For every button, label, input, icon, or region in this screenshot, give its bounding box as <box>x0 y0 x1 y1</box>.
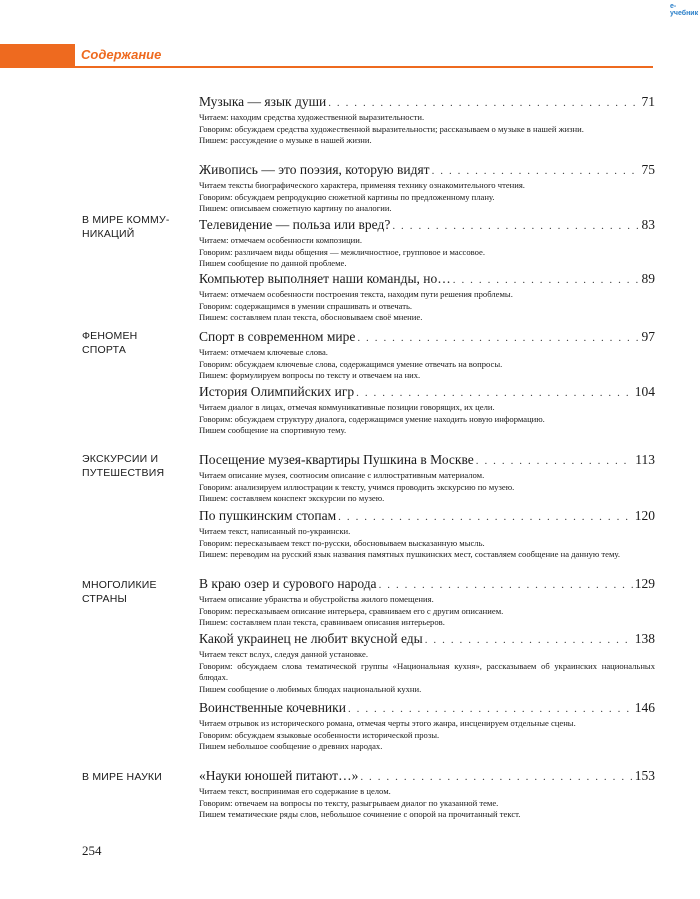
toc-entry[interactable] <box>199 768 655 821</box>
toc-entry[interactable] <box>199 94 655 147</box>
entry-description <box>199 112 655 147</box>
desc-line: Пишем: формулируем вопросы по тексту и отвечаем на них. <box>199 370 421 381</box>
entry-title[interactable]: История Олимпийских игр <box>199 384 355 399</box>
entry-page-number: 83 <box>641 217 655 232</box>
entry-title[interactable]: Музыка — язык души <box>199 94 327 109</box>
desc-line: Пишем сообщение о любимых блюдах национальной кухни. <box>199 683 422 694</box>
desc-line: Говорим: обсуждаем слова тематической группы «Национальная кухня», рассказываем об украинских национальных блюдах. <box>199 660 655 683</box>
entry-description <box>199 786 655 821</box>
desc-line: Говорим: отвечаем на вопросы по тексту, разыгрываем диалог по указанной теме. <box>199 797 499 808</box>
dot-leader <box>425 633 633 648</box>
desc-line: Пишем: описываем сюжетную картину по аналогии. <box>199 203 392 214</box>
entry-description <box>199 347 655 382</box>
section-label-sport: ФЕНОМЕН СПОРТА <box>82 330 138 356</box>
desc-line: Читаем текст вслух, следуя данной установке. <box>199 649 368 659</box>
toc-entry[interactable] <box>199 217 655 270</box>
dot-leader <box>360 770 632 785</box>
desc-line: Читаем: отмечаем особенности построения текста, находим пути решения проблемы. <box>199 289 513 299</box>
toc-entry[interactable] <box>199 162 655 215</box>
toc-entry[interactable] <box>199 631 655 695</box>
entry-title[interactable]: Спорт в современном мире <box>199 329 356 344</box>
dot-leader <box>476 454 633 469</box>
entry-title[interactable]: Живопись — это поэзия, которую видят <box>199 162 430 177</box>
desc-line: Пишем: составляем план текста, обосновываем своё мнение. <box>199 312 423 323</box>
dot-leader <box>348 702 633 717</box>
page-title: Содержание <box>81 47 162 62</box>
header-rule <box>0 66 653 68</box>
entry-page-number: 138 <box>634 631 655 646</box>
desc-line: Пишем тематические ряды слов, небольшое сочинение с опорой на прочитанный текст. <box>199 809 521 820</box>
section-label-communication: В МИРЕ КОММУ- НИКАЦИЙ <box>82 214 170 240</box>
desc-line: Читаем описание убранства и обустройства жилого помещения. <box>199 594 434 604</box>
toc-entry[interactable] <box>199 508 655 561</box>
entry-description <box>199 594 655 629</box>
entry-page-number: 146 <box>634 700 655 715</box>
entry-title[interactable]: Компьютер выполняет наши команды, но… <box>199 271 451 286</box>
page-number: 254 <box>82 843 102 858</box>
desc-line: Читаем: отмечаем ключевые слова. <box>199 347 328 357</box>
toc-entry[interactable] <box>199 452 655 505</box>
header-accent-block <box>0 44 75 68</box>
desc-line: Говорим: обсуждаем структуру диалога, содержащимся умение находить новую информацию. <box>199 413 545 424</box>
desc-line: Читаем описание музея, соотносим описание с иллюстративным материалом. <box>199 470 485 480</box>
toc-entry[interactable] <box>199 384 655 437</box>
desc-line: Пишем сообщение по данной проблеме. <box>199 258 347 269</box>
entry-page-number: 113 <box>635 452 655 467</box>
desc-line: Говорим: пересказываем описание интерьера, сравниваем его с другим описанием. <box>199 605 504 616</box>
entry-title[interactable]: Телевидение — польза или вред? <box>199 217 391 232</box>
desc-line: Читаем тексты биографического характера, применяя технику ознакомительного чтения. <box>199 180 525 190</box>
desc-line: Читаем: находим средства художественной выразительности. <box>199 112 425 122</box>
entry-title[interactable]: В краю озер и сурового народа <box>199 576 377 591</box>
dot-leader <box>357 331 639 346</box>
publisher-logo: e-учебник <box>670 3 699 17</box>
dot-leader <box>379 578 633 593</box>
desc-line: Говорим: содержащимся в умении спрашивать и отвечать. <box>199 300 413 311</box>
entry-page-number: 129 <box>634 576 655 591</box>
desc-line: Читаем текст, воспринимая его содержание в целом. <box>199 786 391 796</box>
desc-line: Говорим: обсуждаем репродукцию сюжетной картины по предложенному плану. <box>199 191 495 202</box>
entry-page-number: 120 <box>634 508 655 523</box>
entry-description <box>199 649 655 695</box>
section-label-excursions: ЭКСКУРСИИ И ПУТЕШЕСТВИЯ <box>82 453 165 479</box>
entry-page-number: 104 <box>634 384 655 399</box>
desc-line: Пишем: рассуждение о музыке в нашей жизни. <box>199 135 372 146</box>
desc-line: Говорим: анализируем иллюстрации к тексту, учимся проводить экскурсию по музею. <box>199 481 515 492</box>
dot-leader <box>432 164 640 179</box>
toc-entry[interactable] <box>199 329 655 382</box>
desc-line: Говорим: обсуждаем языковые особенности исторической прозы. <box>199 729 440 740</box>
dot-leader <box>392 219 639 234</box>
desc-line: Говорим: обсуждаем средства художественной выразительности; рассказываем о музыке в нашей жизни. <box>199 123 584 134</box>
entry-title[interactable]: Какой украинец не любит вкусной еды <box>199 631 423 646</box>
desc-line: Читаем диалог в лицах, отмечая коммуникативные позиции говорящих, их цели. <box>199 402 495 412</box>
dot-leader <box>356 386 633 401</box>
desc-line: Читаем отрывок из исторического романа, отмечая черты этого жанра, инсценируем отдельные сцены. <box>199 718 576 728</box>
toc-entry[interactable] <box>199 576 655 629</box>
toc-entry[interactable] <box>199 700 655 753</box>
entry-description <box>199 180 655 215</box>
entry-description <box>199 718 655 753</box>
entry-page-number: 153 <box>634 768 655 783</box>
entry-description <box>199 235 655 270</box>
entry-title[interactable]: «Науки юношей питают…» <box>199 768 359 783</box>
dot-leader <box>338 510 633 525</box>
entry-page-number: 97 <box>641 329 655 344</box>
desc-line: Говорим: пересказываем текст по-русски, обосновываем высказанную мысль. <box>199 537 485 548</box>
entry-page-number: 71 <box>641 94 655 109</box>
entry-description <box>199 289 655 324</box>
desc-line: Читаем: отмечаем особенности композиции. <box>199 235 363 245</box>
desc-line: Пишем: составляем конспект экскурсии по музею. <box>199 493 385 504</box>
desc-line: Читаем текст, написанный по-украински. <box>199 526 351 536</box>
section-label-science: В МИРЕ НАУКИ <box>82 771 162 783</box>
desc-line: Говорим: различаем виды общения — межличностное, групповое и массовое. <box>199 246 485 257</box>
desc-line: Пишем сообщение на спортивную тему. <box>199 425 347 436</box>
entry-description <box>199 470 655 505</box>
toc-entry[interactable] <box>199 271 655 324</box>
dot-leader <box>328 96 639 111</box>
desc-line: Пишем: переводим на русский язык названия памятных пушкинских мест, составляем сообщение на данную тему. <box>199 549 621 560</box>
section-label-countries: МНОГОЛИКИЕ СТРАНЫ <box>82 579 157 605</box>
entry-title[interactable]: Посещение музея-квартиры Пушкина в Москве <box>199 452 474 467</box>
entry-description <box>199 402 655 437</box>
dot-leader <box>453 273 640 288</box>
entry-title[interactable]: Воинственные кочевники <box>199 700 346 715</box>
entry-description <box>199 526 655 561</box>
desc-line: Говорим: обсуждаем ключевые слова, содержащимся умение отвечать на вопросы. <box>199 358 503 369</box>
desc-line: Пишем: составляем план текста, сравниваем описания интерьеров. <box>199 617 445 628</box>
entry-page-number: 89 <box>641 271 655 286</box>
entry-page-number: 75 <box>641 162 655 177</box>
entry-title[interactable]: По пушкинским стопам <box>199 508 337 523</box>
desc-line: Пишем небольшое сообщение о древних народах. <box>199 741 383 752</box>
